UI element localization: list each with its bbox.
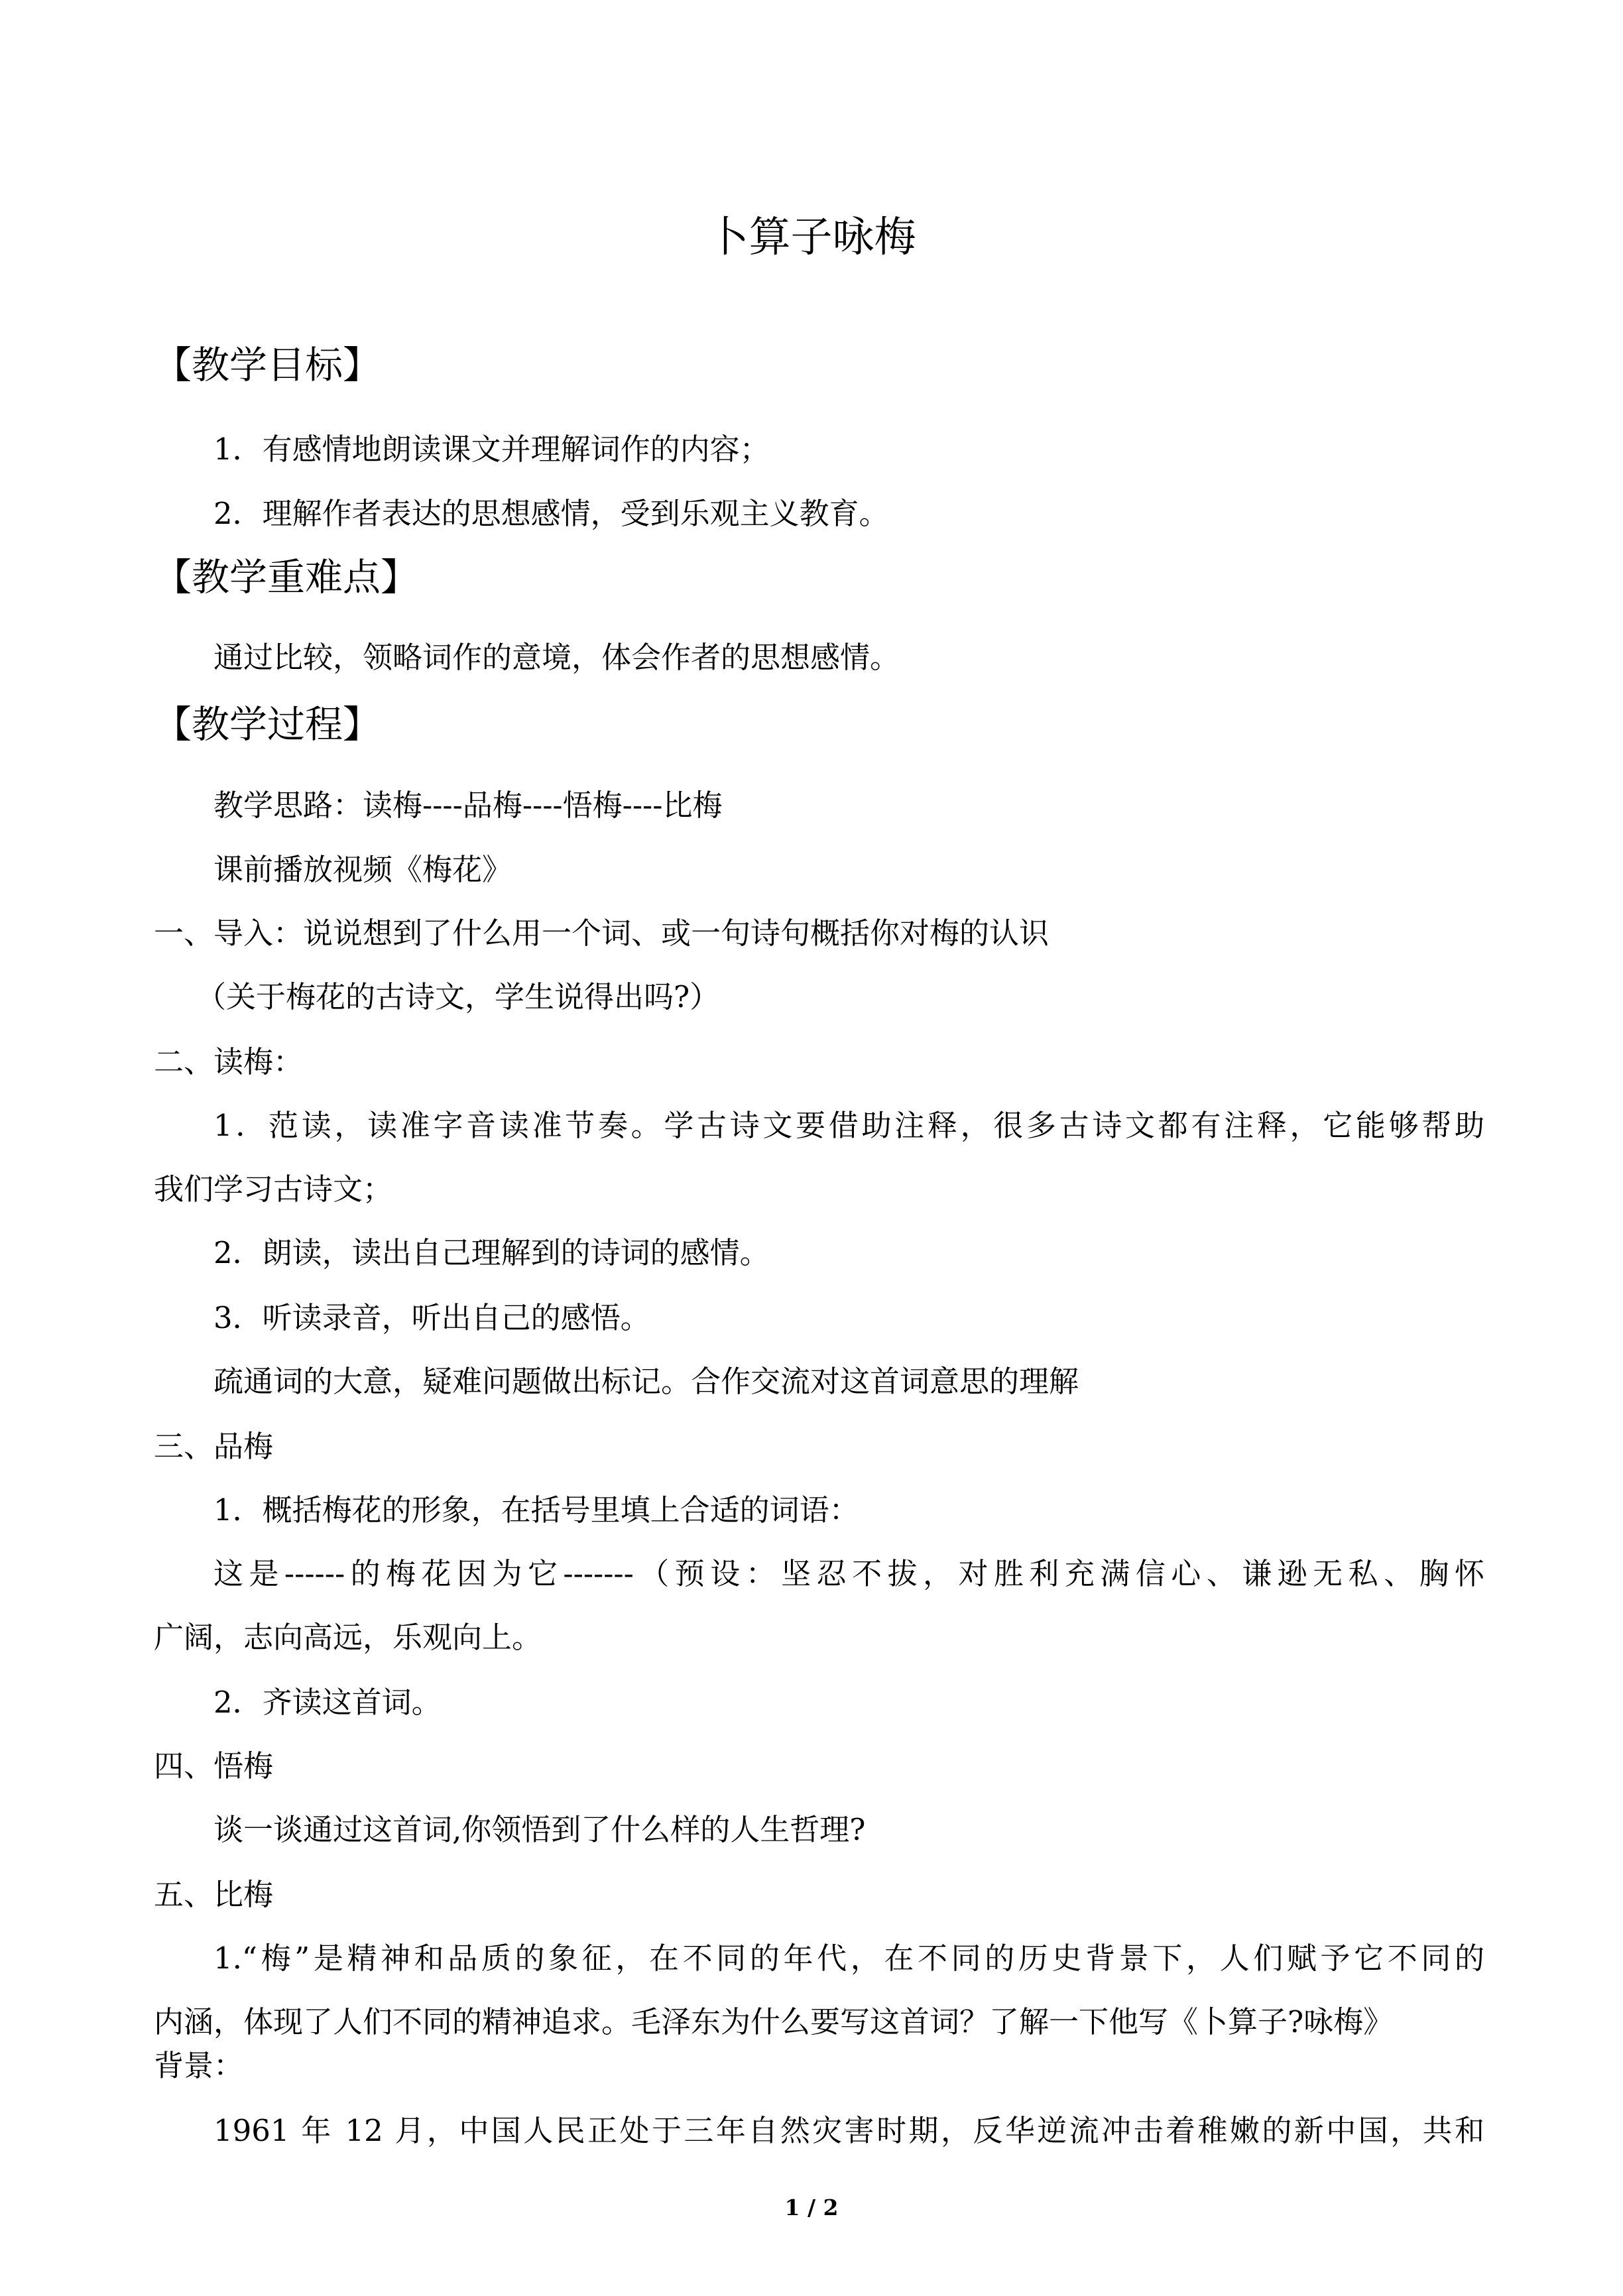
part-5-item-1-line-1: 1.“梅”是精神和品质的象征，在不同的年代，在不同的历史背景下，人们赋予它不同的 [213,1941,1484,1976]
part-2-item-2: 2．朗读，读出自己理解到的诗词的感情。 [213,1235,770,1270]
goals-heading: 【教学目标】 [154,343,381,387]
process-heading: 【教学过程】 [154,703,381,747]
teaching-idea: 教学思路：读梅----品梅----悟梅----比梅 [213,788,723,823]
part-3-item-2: 2．齐读这首词。 [213,1685,442,1720]
part-5-background: 1961 年 12 月，中国人民正处于三年自然灾害时期，反华逆流冲击着稚嫩的新中国，共和 [213,2113,1484,2148]
part-3-title: 三、品梅 [154,1429,274,1464]
part-2-item-1-line-2: 我们学习古诗文； [154,1172,393,1207]
page-number: 1 / 2 [784,2195,839,2220]
pre-class-video: 课前播放视频《梅花》 [213,852,512,887]
part-4-text: 谈一谈通过这首词,你领悟到了什么样的人生哲理? [213,1812,866,1847]
key-heading: 【教学重难点】 [154,556,418,599]
part-4-title: 四、悟梅 [154,1748,274,1783]
part-5-item-1-line-3: 背景： [154,2048,244,2083]
part-2-title: 二、读梅： [154,1044,304,1079]
part-2-item-1-line-1: 1．范读，读准字音读准节奏。学古诗文要借助注释，很多古诗文都有注释，它能够帮助 [213,1108,1484,1143]
goal-item-2: 2．理解作者表达的思想感情，受到乐观主义教育。 [213,496,889,531]
part-1-title: 一、导入：说说想到了什么用一个词、或一句诗句概括你对梅的认识 [154,916,1050,951]
key-text: 通过比较，领略词作的意境，体会作者的思想感情。 [213,640,900,675]
part-5-item-1-line-2: 内涵，体现了人们不同的精神追求。毛泽东为什么要写这首词？了解一下他写《卜算子?咏梅》 [154,2004,1394,2039]
part-1-note: （关于梅花的古诗文，学生说得出吗?） [196,979,720,1014]
part-2-item-4: 疏通词的大意，疑难问题做出标记。合作交流对这首词意思的理解 [213,1364,1079,1399]
part-3-fill-line-2: 广阔，志向高远，乐观向上。 [154,1620,542,1655]
part-3-fill-line-1: 这是------的梅花因为它-------（预设：坚忍不拔，对胜利充满信心、谦逊无私、胸怀 [213,1556,1484,1591]
goal-item-1: 1．有感情地朗读课文并理解词作的内容； [213,432,770,467]
part-5-title: 五、比梅 [154,1877,274,1912]
part-2-item-3: 3．听读录音，听出自己的感悟。 [213,1300,650,1335]
page-title: 卜算子咏梅 [707,213,916,261]
part-3-item-1: 1．概括梅花的形象，在括号里填上合适的词语： [213,1492,859,1528]
